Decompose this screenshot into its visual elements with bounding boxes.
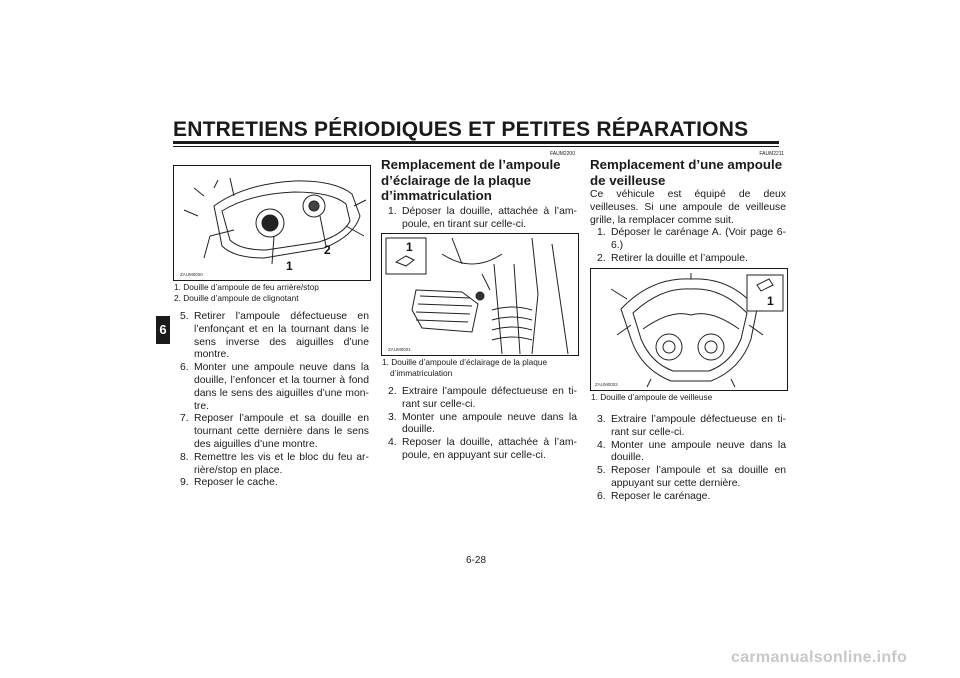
section-code: FAUM2211 bbox=[759, 151, 784, 157]
callout-1: 1 bbox=[767, 294, 774, 308]
step-number: 9. bbox=[180, 477, 189, 489]
callout-1: 1 bbox=[286, 259, 293, 273]
step-text: Reposer le carénage. bbox=[611, 490, 711, 502]
step-number: 4. bbox=[388, 437, 397, 449]
step-text: Reposer l’ampoule et sa douille en appuyant sur cette dernière. bbox=[611, 465, 786, 489]
step-text: Retirer l’ampoule défectueuse en l’enfonçant et en la tournant dans le sens inverse des aiguilles d’une montre. bbox=[194, 311, 369, 361]
header-rule-thick bbox=[173, 141, 779, 144]
step-number: 7. bbox=[180, 413, 189, 425]
list-item bbox=[381, 206, 577, 232]
list-item bbox=[590, 414, 786, 440]
taillight-figure bbox=[173, 165, 371, 281]
step-number: 4. bbox=[597, 439, 606, 451]
intro-paragraph: Ce véhicule est équipé de deux veilleuses. Si une ampoule de veilleuse grille, la remplacer comme suit. bbox=[590, 189, 786, 226]
license-light-figure bbox=[381, 233, 579, 356]
step-text: Remettre les vis et le bloc du feu arrière/stop en place. bbox=[194, 451, 369, 476]
figure-code: ZAUM0002 bbox=[595, 382, 618, 387]
callout-1: 1 bbox=[406, 240, 413, 254]
caption-item: 2. Douille d’ampoule de clignotant bbox=[174, 292, 299, 303]
caption-item: 1. Douille d’ampoule de veilleuse bbox=[591, 392, 713, 402]
list-item bbox=[173, 452, 369, 478]
step-text: Retirer la douille et l’ampoule. bbox=[611, 252, 748, 264]
step-number: 2. bbox=[388, 386, 397, 397]
caption-item: 1. Douille d’ampoule de feu arrière/stop bbox=[174, 282, 319, 292]
step-text: Reposer la douille, attachée à l’ampoule, en appuyant sur celle-ci. bbox=[402, 437, 577, 461]
section-heading: Remplacement de l’ampoule d’éclairage de la plaque d’immatriculation bbox=[381, 157, 561, 203]
figure-code: ZAUM0001 bbox=[388, 347, 411, 352]
license-light-illustration bbox=[382, 234, 578, 355]
step-text: Déposer la douille, attachée à l’ampoule, en tirant sur celle-ci. bbox=[402, 206, 577, 230]
list-item bbox=[381, 437, 577, 463]
list-item bbox=[590, 227, 786, 253]
section-heading: Remplacement d’une ampoule de veilleuse bbox=[590, 157, 783, 188]
step-text: Reposer le cache. bbox=[194, 477, 278, 489]
step-number: 8. bbox=[180, 451, 189, 463]
chapter-tab: 6 bbox=[156, 316, 170, 344]
step-number: 6. bbox=[597, 490, 606, 502]
step-text: Déposer le carénage A. (Voir page 6-6.) bbox=[611, 227, 786, 251]
list-item bbox=[173, 311, 369, 362]
step-text: Reposer l’ampoule et sa douille en tournant cette dernière dans le sens des aiguilles d’une montre. bbox=[194, 413, 369, 450]
page-number: 6-28 bbox=[466, 555, 487, 566]
steps-list-col3a bbox=[590, 227, 786, 265]
position-light-figure bbox=[590, 268, 788, 391]
steps-list-col3b bbox=[590, 414, 786, 504]
step-text: Monter une ampoule neuve dans la douille. bbox=[611, 439, 786, 464]
step-number: 2. bbox=[597, 252, 606, 264]
list-item bbox=[173, 477, 369, 490]
step-number: 6. bbox=[180, 362, 189, 374]
caption-item: 1. Douille d’ampoule d’éclairage de la plaque d’immatriculation bbox=[382, 357, 548, 378]
list-item bbox=[173, 362, 369, 413]
steps-list-col1 bbox=[173, 311, 369, 490]
callout-2: 2 bbox=[324, 243, 331, 257]
watermark[interactable]: carmanualsonline.info bbox=[731, 649, 908, 666]
license-light-caption bbox=[382, 357, 578, 379]
step-text: Extraire l’ampoule défectueuse en tirant sur celle-ci. bbox=[402, 386, 577, 410]
taillight-illustration bbox=[174, 166, 370, 280]
steps-list-col2b bbox=[381, 386, 577, 463]
step-number: 5. bbox=[180, 311, 189, 322]
taillight-captions bbox=[174, 282, 370, 304]
step-text: Monter une ampoule neuve dans la douille. bbox=[402, 411, 577, 436]
figure-code: ZAUM0000 bbox=[180, 272, 203, 277]
step-text: Extraire l’ampoule défectueuse en tirant sur celle-ci. bbox=[611, 414, 786, 438]
list-item bbox=[590, 465, 786, 491]
step-number: 1. bbox=[597, 227, 606, 238]
step-text: Monter une ampoule neuve dans la douille, l’enfoncer et la tourner à fond dans le sens des aiguilles d’une montre. bbox=[194, 362, 369, 412]
step-number: 1. bbox=[388, 206, 397, 217]
header-rule-thin bbox=[173, 146, 779, 147]
steps-list-col2a bbox=[381, 206, 577, 232]
list-item bbox=[590, 491, 786, 504]
list-item bbox=[173, 413, 369, 451]
step-number: 5. bbox=[597, 465, 606, 477]
position-light-caption bbox=[591, 392, 787, 403]
step-number: 3. bbox=[597, 414, 606, 425]
section-code: FAUM2200 bbox=[549, 151, 575, 157]
list-item bbox=[381, 412, 577, 438]
list-item bbox=[590, 253, 786, 266]
position-light-illustration bbox=[591, 269, 787, 390]
list-item bbox=[381, 386, 577, 412]
step-number: 3. bbox=[388, 411, 397, 423]
list-item bbox=[590, 440, 786, 466]
page-title: ENTRETIENS PÉRIODIQUES ET PETITES RÉPARATIONS bbox=[173, 118, 749, 141]
